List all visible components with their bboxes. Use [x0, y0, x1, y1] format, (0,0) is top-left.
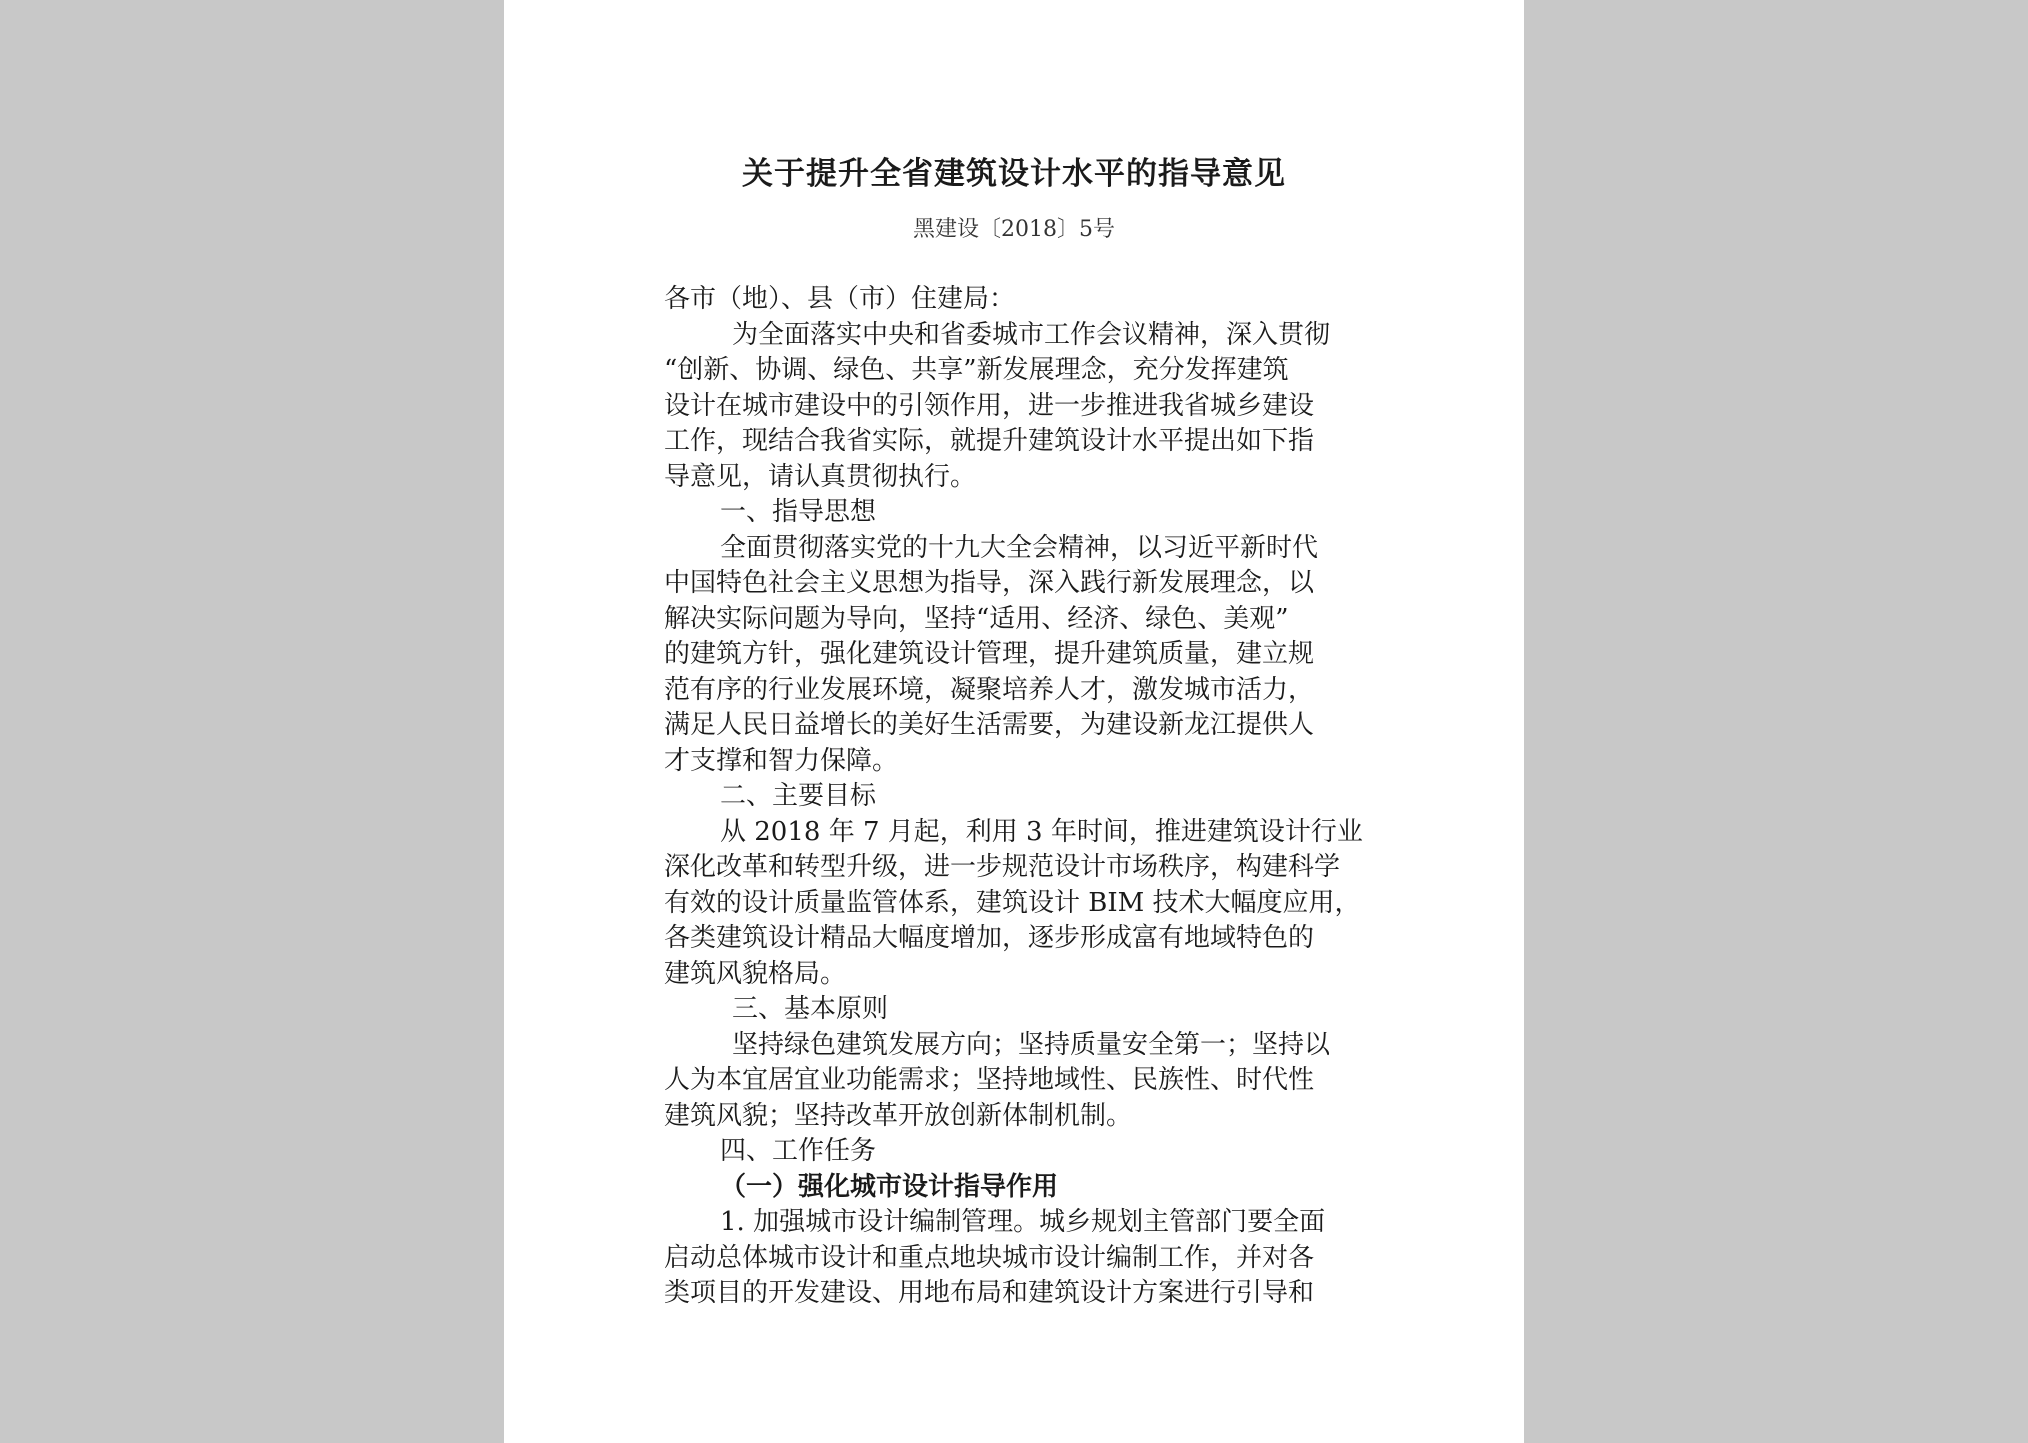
text-line: 深化改革和转型升级，进一步规范设计市场秩序，构建科学 [664, 852, 1341, 882]
text-line: 三、基本原则 [732, 994, 889, 1024]
text-line: 一、指导思想 [720, 497, 877, 527]
text-line: 坚持绿色建筑发展方向；坚持质量安全第一；坚持以 [732, 1029, 1331, 1060]
text-line: 类项目的开发建设、用地布局和建筑设计方案进行引导和 [664, 1278, 1315, 1308]
text-line: 范有序的行业发展环境，凝聚培养人才，激发城市活力， [664, 674, 1315, 705]
text-line: 从 2018 年 7 月起，利用 3 年时间，推进建筑设计行业 [720, 816, 1363, 847]
text-line: 人为本宜居宜业功能需求；坚持地域性、民族性、时代性 [664, 1065, 1315, 1095]
document-title: 关于提升全省建筑设计水平的指导意见 [742, 156, 1286, 192]
text-line: 有效的设计质量监管体系，建筑设计 BIM 技术大幅度应用， [664, 887, 1361, 918]
text-line: 工作，现结合我省实际，就提升建筑设计水平提出如下指 [664, 426, 1315, 456]
text-line: 设计在城市建设中的引领作用，进一步推进我省城乡建设 [664, 390, 1315, 421]
document-body [664, 282, 1384, 1312]
text-line: 导意见，请认真贯彻执行。 [664, 461, 977, 492]
section-subheading: （一）强化城市设计指导作用 [720, 1171, 1059, 1202]
text-line: “创新、协调、绿色、共享”新发展理念，充分发挥建筑 [664, 355, 1289, 385]
text-line: 各市（地）、县（市）住建局： [664, 284, 1016, 314]
text-line: 二、主要目标 [720, 781, 877, 811]
text-line: 建筑风貌；坚持改革开放创新体制机制。 [664, 1100, 1133, 1131]
text-line: 解决实际问题为导向，坚持“适用、经济、绿色、美观” [664, 603, 1289, 634]
text-line: 启动总体城市设计和重点地块城市设计编制工作，并对各 [664, 1242, 1315, 1273]
document-page [504, 0, 1524, 1443]
text-line: 建筑风貌格局。 [664, 958, 847, 989]
document-number: 黑建设〔2018〕5号 [913, 217, 1115, 242]
text-line: 满足人民日益增长的美好生活需要，为建设新龙江提供人 [664, 710, 1315, 740]
text-line: 全面贯彻落实党的十九大全会精神，以习近平新时代 [720, 532, 1319, 563]
text-line: 才支撑和智力保障。 [664, 745, 899, 776]
text-line: 中国特色社会主义思想为指导，深入践行新发展理念，以 [664, 568, 1315, 598]
text-line: 各类建筑设计精品大幅度增加，逐步形成富有地域特色的 [664, 923, 1315, 953]
text-line: 为全面落实中央和省委城市工作会议精神，深入贯彻 [732, 319, 1331, 350]
text-line: 1. 加强城市设计编制管理。城乡规划主管部门要全面 [720, 1207, 1326, 1237]
text-line: 的建筑方针，强化建筑设计管理，提升建筑质量，建立规 [664, 639, 1315, 669]
text-line: 四、工作任务 [720, 1136, 877, 1166]
